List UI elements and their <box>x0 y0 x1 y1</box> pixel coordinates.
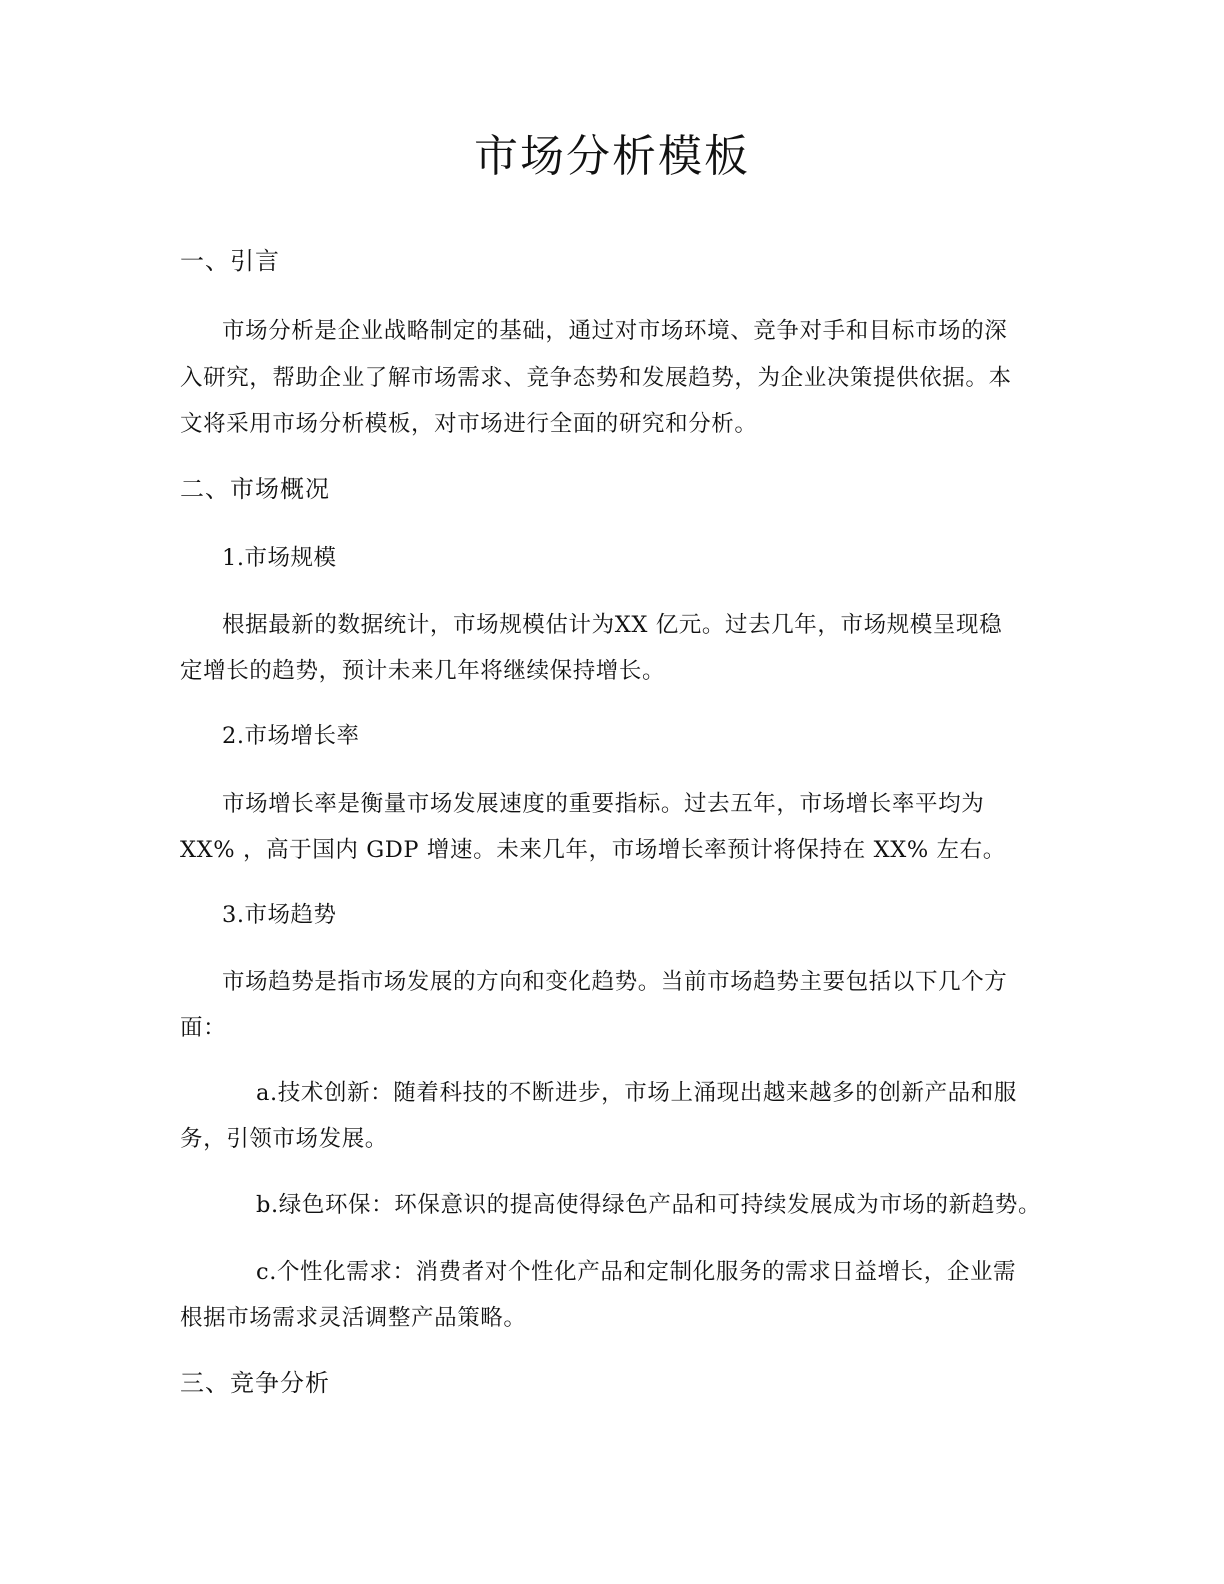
paragraph-line: 市场增长率是衡量市场发展速度的重要指标。过去五年，市场增长率平均为 <box>222 791 985 817</box>
paragraph-line: XX% ，高于国内 GDP 增速。未来几年，市场增长率预计将保持在 XX% 左右。 <box>180 837 1006 863</box>
list-item-line: 务，引领市场发展。 <box>180 1126 388 1152</box>
subsection-heading-scale: 1.市场规模 <box>222 545 337 571</box>
paragraph-line: 面： <box>180 1015 227 1041</box>
subsection-heading-trend: 3.市场趋势 <box>222 902 337 928</box>
paragraph-line: 市场趋势是指市场发展的方向和变化趋势。当前市场趋势主要包括以下几个方 <box>222 969 1008 995</box>
section-heading-overview: 二、市场概况 <box>180 475 330 503</box>
section-heading-competition: 三、竞争分析 <box>180 1369 330 1397</box>
list-item-line: 根据市场需求灵活调整产品策略。 <box>180 1305 527 1331</box>
paragraph-line: 根据最新的数据统计，市场规模估计为XX 亿元。过去几年，市场规模呈现稳 <box>222 612 1003 638</box>
paragraph-line: 定增长的趋势，预计未来几年将继续保持增长。 <box>180 658 666 684</box>
list-item-line: c.个性化需求：消费者对个性化产品和定制化服务的需求日益增长，企业需 <box>256 1259 1017 1285</box>
section-heading-intro: 一、引言 <box>180 247 280 275</box>
subsection-heading-growth: 2.市场增长率 <box>222 723 360 749</box>
list-item-line: b.绿色环保：环保意识的提高使得绿色产品和可持续发展成为市场的新趋势。 <box>256 1192 1042 1218</box>
paragraph-line: 入研究，帮助企业了解市场需求、竞争态势和发展趋势，为企业决策提供依据。本 <box>180 365 1012 391</box>
document-title: 市场分析模板 <box>474 131 750 182</box>
paragraph-line: 文将采用市场分析模板，对市场进行全面的研究和分析。 <box>180 411 758 437</box>
paragraph-line: 市场分析是企业战略制定的基础，通过对市场环境、竞争对手和目标市场的深 <box>222 318 1008 344</box>
list-item-line: a.技术创新：随着科技的不断进步，市场上涌现出越来越多的创新产品和服 <box>256 1080 1017 1106</box>
